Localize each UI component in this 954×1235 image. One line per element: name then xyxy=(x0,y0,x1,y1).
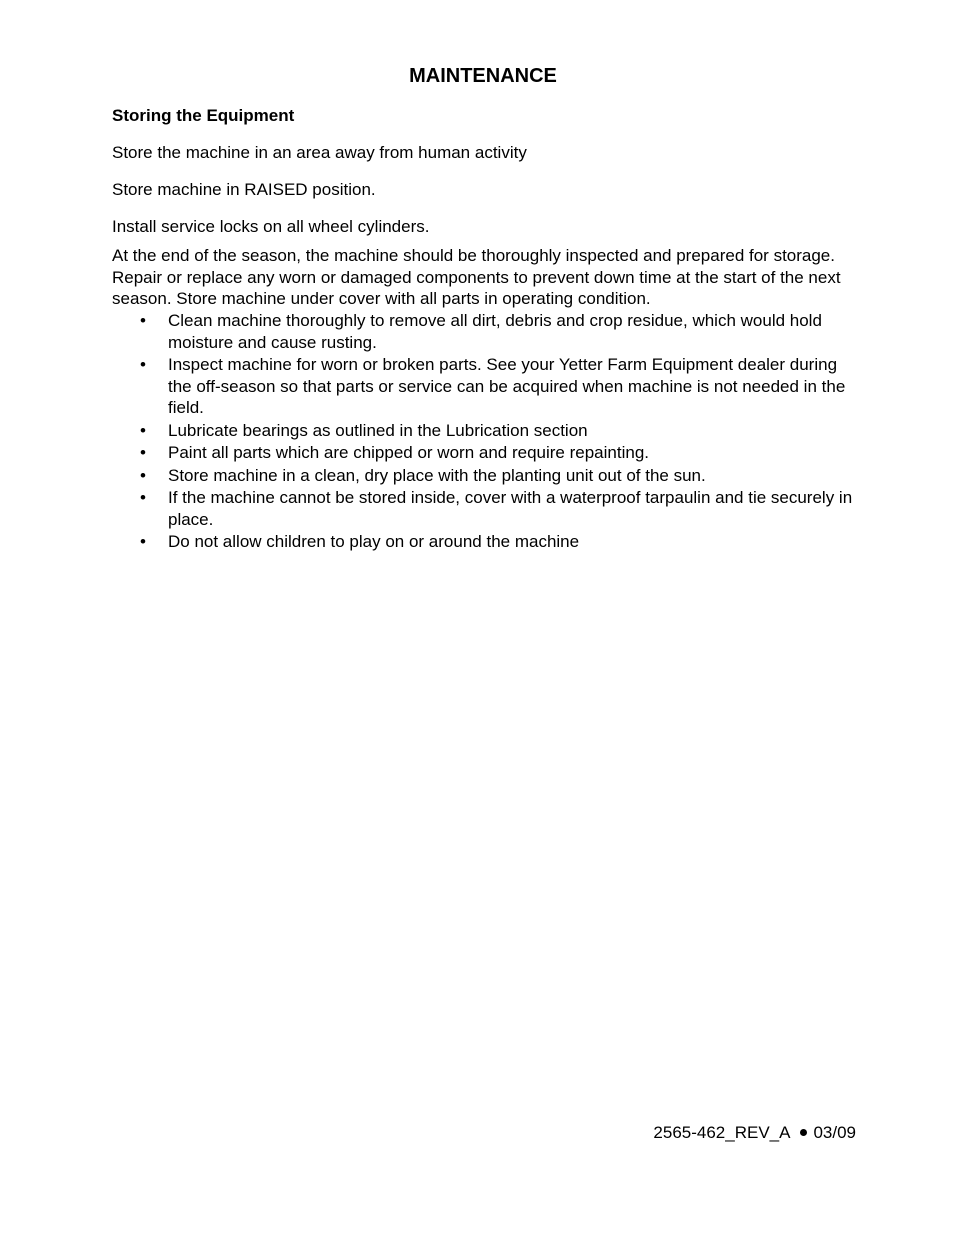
list-item-text: Paint all parts which are chipped or worn and require repainting. xyxy=(168,443,649,462)
bullet-icon: • xyxy=(140,443,146,462)
bullet-icon: • xyxy=(140,355,146,374)
bullet-icon: • xyxy=(140,465,146,485)
paragraph-end-of-season: At the end of the season, the machine should be thoroughly inspected and prepared for storage. Repair or replace any worn or damaged components to prevent down time at the start of the next season. Store machine under cover with all parts in operating condition. xyxy=(112,246,841,308)
paragraph-service-locks: Install service locks on all wheel cylinders. xyxy=(112,217,430,236)
list-item xyxy=(112,354,862,419)
list-item-text: Inspect machine for worn or broken parts. See your Yetter Farm Equipment dealer during the off-season so that parts or service can be acquired when machine is not needed in the field. xyxy=(168,355,846,417)
list-item xyxy=(112,310,862,353)
list-item xyxy=(112,531,862,553)
document-date: 03/09 xyxy=(813,1123,856,1142)
paragraph-raised-position: Store machine in RAISED position. xyxy=(112,180,376,199)
page-footer xyxy=(653,1122,856,1143)
document-number: 2565-462_REV_A xyxy=(653,1123,791,1142)
bullet-icon: • xyxy=(140,532,146,551)
list-item xyxy=(112,465,862,487)
list-item-text: Clean machine thoroughly to remove all dirt, debris and crop residue, which would hold moisture and cause rusting. xyxy=(168,311,822,352)
section-heading: Storing the Equipment xyxy=(112,106,295,125)
bullet-icon: • xyxy=(140,488,146,507)
separator-dot-icon xyxy=(800,1129,807,1136)
page-title: MAINTENANCE xyxy=(409,65,557,87)
list-item xyxy=(112,442,862,464)
list-item-text: Do not allow children to play on or around the machine xyxy=(168,532,580,551)
bullet-icon: • xyxy=(140,420,146,440)
list-item-text: Store machine in a clean, dry place with the planting unit out of the sun. xyxy=(168,465,706,485)
paragraph-storage-location: Store the machine in an area away from human activity xyxy=(112,143,527,162)
list-item-text: If the machine cannot be stored inside, cover with a waterproof tarpaulin and tie securely in place. xyxy=(168,488,853,529)
bullet-icon: • xyxy=(140,311,146,330)
list-item-text: Lubricate bearings as outlined in the Lubrication section xyxy=(168,420,588,440)
storage-checklist xyxy=(112,310,862,554)
list-item xyxy=(112,420,862,442)
list-item xyxy=(112,487,862,530)
